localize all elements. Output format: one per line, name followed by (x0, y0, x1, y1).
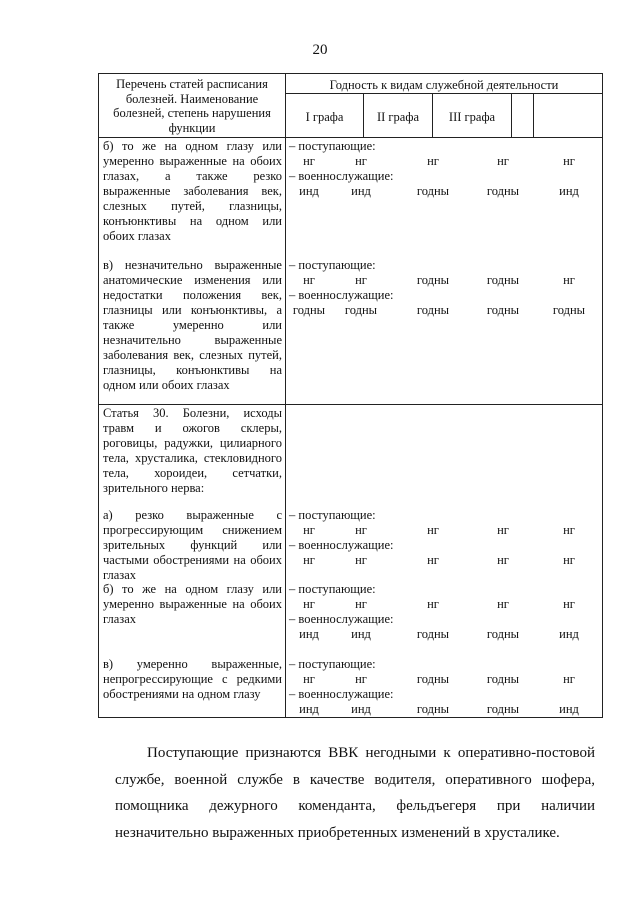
servicemen-value: инд (299, 627, 319, 641)
row-text: в) умеренно выраженные, непрогрессирующие с редкими обострениями на одном глазу (103, 657, 282, 701)
entrants-label: – поступающие: (289, 508, 376, 522)
entrants-value: нг (303, 154, 315, 168)
entrants-value: нг (303, 672, 315, 686)
servicemen-value: годны (552, 303, 586, 317)
entrants-value: годны (486, 273, 520, 287)
entrants-value: нг (355, 154, 367, 168)
entrants-value: нг (563, 523, 575, 537)
servicemen-value: инд (351, 627, 371, 641)
entrants-value: нг (303, 523, 315, 537)
entrants-value: годны (486, 672, 520, 686)
col-divider (533, 94, 534, 137)
entrants-value: нг (303, 597, 315, 611)
servicemen-value: инд (559, 702, 579, 716)
servicemen-value: нг (303, 553, 315, 567)
servicemen-value: нг (497, 553, 509, 567)
servicemen-value: годны (292, 303, 326, 317)
header-col-3: III графа (448, 109, 496, 124)
note-paragraph (115, 740, 595, 846)
row-text: в) незначительно выраженные анатомические изменения или недостатки положения век, глазницы или конъюнктивы, а также умеренно или незначительно выраженные заболевания век, слезных путей, глазницы, конъюнктивы на одном или обоих глазах (103, 258, 282, 392)
servicemen-value: годны (486, 702, 520, 716)
servicemen-value: инд (351, 702, 371, 716)
header-right: Годность к видам служебной деятельности (329, 78, 559, 92)
servicemen-label: – военнослужащие: (289, 288, 394, 302)
servicemen-value: годны (416, 702, 450, 716)
entrants-value: нг (355, 273, 367, 287)
servicemen-label: – военнослужащие: (289, 169, 394, 183)
servicemen-value: годны (416, 627, 450, 641)
entrants-value: нг (303, 273, 315, 287)
row-text: б) то же на одном глазу или умеренно выраженные на обоих глазах, а также резко выраженные заболевания век, слезных путей, глазницы, конъюнктивы на одном или обоих глазах (103, 139, 282, 243)
servicemen-value: нг (563, 553, 575, 567)
servicemen-value: нг (427, 553, 439, 567)
entrants-label: – поступающие: (289, 657, 376, 671)
fitness-table (98, 73, 603, 718)
servicemen-value: годны (486, 184, 520, 198)
servicemen-value: годны (344, 303, 378, 317)
entrants-value: нг (563, 154, 575, 168)
servicemen-value: годны (416, 303, 450, 317)
col-divider (511, 94, 512, 137)
servicemen-value: нг (355, 553, 367, 567)
entrants-value: нг (497, 597, 509, 611)
entrants-value: нг (497, 523, 509, 537)
entrants-value: нг (355, 597, 367, 611)
header-subline (285, 93, 602, 94)
entrants-label: – поступающие: (289, 139, 376, 153)
entrants-label: – поступающие: (289, 258, 376, 272)
servicemen-label: – военнослужащие: (289, 687, 394, 701)
note-text: Поступающие признаются ВВК негодными к оперативно-постовой службе, военной службе в качестве водителя, оперативного шофера, помощника дежурного коменданта, фельдъегеря при наличии незначительно выраженных приобретенных изменений в хрусталике. (115, 745, 595, 841)
column-divider (285, 74, 286, 717)
header-col-1: I графа (305, 109, 344, 124)
entrants-value: годны (416, 672, 450, 686)
servicemen-value: инд (559, 184, 579, 198)
entrants-value: нг (427, 523, 439, 537)
entrants-label: – поступающие: (289, 582, 376, 596)
entrants-value: нг (563, 672, 575, 686)
entrants-value: годны (416, 273, 450, 287)
section-line (99, 404, 602, 405)
entrants-value: нг (427, 597, 439, 611)
entrants-value: нг (563, 597, 575, 611)
entrants-value: нг (355, 672, 367, 686)
header-bottom-line (99, 137, 602, 138)
entrants-value: нг (355, 523, 367, 537)
servicemen-value: годны (486, 303, 520, 317)
entrants-value: нг (563, 273, 575, 287)
header-col-2: II графа (376, 109, 420, 124)
entrants-value: нг (427, 154, 439, 168)
servicemen-label: – военнослужащие: (289, 612, 394, 626)
servicemen-label: – военнослужащие: (289, 538, 394, 552)
row-text: б) то же на одном глазу или умеренно выраженные на обоих глазах (103, 582, 282, 626)
servicemen-value: годны (416, 184, 450, 198)
header-left: Перечень статей расписания болезней. Наименование болезней, степень нарушения функции (113, 77, 271, 135)
servicemen-value: инд (299, 702, 319, 716)
row-text: а) резко выраженные с прогрессирующим снижением зрительных функций или частыми обострениями на обоих глазах (103, 508, 282, 582)
servicemen-value: инд (299, 184, 319, 198)
servicemen-value: годны (486, 627, 520, 641)
entrants-value: нг (497, 154, 509, 168)
page-number: 20 (312, 42, 328, 58)
servicemen-value: инд (351, 184, 371, 198)
article-heading: Статья 30. Болезни, исходы травм и ожогов склеры, роговицы, радужки, цилиарного тела, хрусталика, стекловидного тела, хороидеи, сетчатки, зрительного нерва: (103, 406, 282, 495)
servicemen-value: инд (559, 627, 579, 641)
